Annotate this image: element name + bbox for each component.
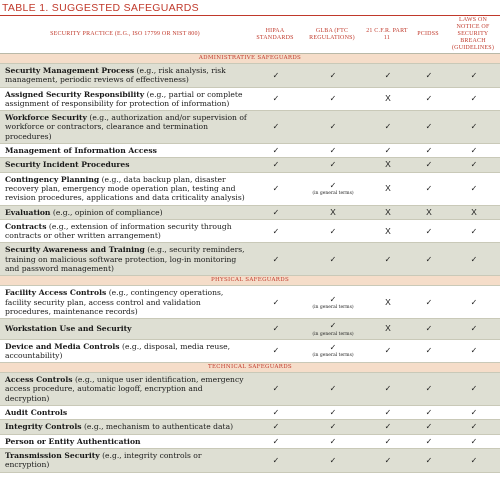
table-row	[0, 64, 500, 88]
mark-cell-breach-laws	[446, 406, 500, 420]
mark-cell-glba	[300, 319, 364, 339]
check-mark-icon: ✓	[272, 384, 280, 394]
practice-name: Security Incident Procedures	[5, 160, 130, 170]
mark-cell-pcidss	[410, 144, 446, 158]
practice-name: Workforce Security	[5, 113, 87, 123]
table-row	[0, 373, 500, 406]
practice-name: Access Controls	[5, 375, 73, 385]
check-mark-icon: ✓	[425, 94, 433, 104]
check-mark-icon: ✓	[329, 122, 337, 132]
x-mark-icon: X	[385, 206, 391, 217]
practice-name: Management of Information Access	[5, 146, 157, 156]
table-row	[0, 339, 500, 363]
mark-cell-cfr	[364, 319, 410, 339]
mark-cell-hipaa	[250, 111, 300, 144]
check-mark-icon: ✓	[470, 122, 478, 132]
safeguards-table	[0, 16, 500, 473]
check-mark-icon: ✓	[425, 70, 433, 80]
mark-cell-hipaa	[250, 420, 300, 434]
check-mark-icon: ✓	[384, 384, 392, 394]
check-mark-icon: ✓	[470, 226, 478, 236]
mark-cell-breach-laws	[446, 373, 500, 406]
mark-cell-glba	[300, 158, 364, 172]
mark-cell-hipaa	[250, 64, 300, 88]
mark-cell-glba	[300, 286, 364, 319]
check-mark-icon: ✓	[329, 226, 337, 236]
table-row	[0, 448, 500, 472]
mark-cell-cfr	[364, 373, 410, 406]
practice-detail: (e.g., risk analysis, risk management, periodic reviews of effectiveness)	[5, 66, 226, 85]
check-mark-icon: ✓	[272, 226, 280, 236]
mark-cell-pcidss	[410, 286, 446, 319]
mark-cell-cfr	[364, 406, 410, 420]
check-mark-icon: ✓	[425, 183, 433, 193]
table-row	[0, 406, 500, 420]
practice-name: Audit Controls	[5, 408, 68, 418]
check-mark-icon: ✓	[272, 324, 280, 334]
check-mark-icon: ✓	[272, 254, 280, 264]
mark-cell-hipaa	[250, 406, 300, 420]
mark-cell-cfr	[364, 448, 410, 472]
practice-detail: (e.g., integrity controls or encryption)	[5, 450, 202, 470]
check-mark-icon: ✓	[425, 146, 433, 156]
check-mark-icon: ✓	[470, 422, 478, 432]
check-mark-icon: ✓	[470, 324, 478, 334]
mark-cell-breach-laws	[446, 286, 500, 319]
check-mark-icon: ✓	[329, 294, 337, 304]
check-mark-icon: ✓	[329, 254, 337, 264]
mark-cell-breach-laws	[446, 243, 500, 276]
check-mark-icon: ✓	[425, 324, 433, 334]
mark-cell-hipaa	[250, 158, 300, 172]
check-mark-icon: ✓	[384, 70, 392, 80]
table-row	[0, 243, 500, 276]
security-practice-cell	[0, 339, 250, 363]
table-row	[0, 219, 500, 243]
check-mark-icon: ✓	[470, 183, 478, 193]
mark-cell-breach-laws	[446, 448, 500, 472]
check-mark-icon: ✓	[272, 207, 280, 217]
mark-cell-hipaa	[250, 448, 300, 472]
mark-cell-pcidss	[410, 406, 446, 420]
practice-detail: (e.g., opinion of compliance)	[50, 207, 163, 217]
section-label: PHYSICAL SAFEGUARDS	[0, 276, 500, 286]
check-mark-icon: ✓	[329, 455, 337, 465]
check-mark-icon: ✓	[329, 384, 337, 394]
general-terms-note: (in general terms)	[312, 353, 354, 359]
x-mark-icon: X	[471, 206, 477, 217]
check-mark-icon: ✓	[329, 436, 337, 446]
security-practice-cell	[0, 434, 250, 448]
mark-cell-pcidss	[410, 111, 446, 144]
mark-cell-cfr	[364, 64, 410, 88]
check-mark-icon: ✓	[384, 146, 392, 156]
security-practice-cell	[0, 158, 250, 172]
security-practice-cell	[0, 219, 250, 243]
check-mark-icon: ✓	[425, 226, 433, 236]
mark-cell-hipaa	[250, 172, 300, 205]
practice-detail: (e.g., extension of information security through contracts or other written arrangement)	[5, 221, 232, 241]
practice-name: Integrity Controls	[5, 422, 82, 432]
mark-cell-pcidss	[410, 205, 446, 219]
mark-cell-cfr	[364, 286, 410, 319]
practice-name: Workstation Use and Security	[5, 324, 132, 334]
check-mark-icon: ✓	[272, 408, 280, 418]
mark-cell-glba	[300, 205, 364, 219]
section-label: ADMINISTRATIVE SAFEGUARDS	[0, 54, 500, 64]
mark-cell-glba	[300, 448, 364, 472]
check-mark-icon: ✓	[329, 343, 337, 353]
mark-cell-glba	[300, 243, 364, 276]
practice-detail: (e.g., mechanism to authenticate data)	[81, 422, 234, 432]
mark-cell-pcidss	[410, 64, 446, 88]
security-practice-cell	[0, 286, 250, 319]
practice-name: Contracts	[5, 221, 47, 231]
check-mark-icon: ✓	[329, 94, 337, 104]
security-practice-cell	[0, 420, 250, 434]
check-mark-icon: ✓	[425, 346, 433, 356]
table-row	[0, 205, 500, 219]
header-glba: GLBA (FTC REGULATIONS)	[300, 16, 364, 54]
check-mark-icon: ✓	[470, 254, 478, 264]
mark-cell-glba	[300, 219, 364, 243]
section-header	[0, 54, 500, 64]
mark-cell-breach-laws	[446, 219, 500, 243]
check-mark-icon: ✓	[425, 408, 433, 418]
table-title-text: TABLE 1. SUGGESTED SAFEGUARDS	[2, 2, 199, 14]
check-mark-icon: ✓	[272, 70, 280, 80]
mark-cell-hipaa	[250, 243, 300, 276]
check-mark-icon: ✓	[272, 455, 280, 465]
check-mark-icon: ✓	[425, 455, 433, 465]
check-mark-icon: ✓	[470, 384, 478, 394]
check-mark-icon: ✓	[272, 422, 280, 432]
x-mark-icon: X	[385, 225, 391, 236]
general-terms-note: (in general terms)	[312, 331, 354, 337]
security-practice-cell	[0, 205, 250, 219]
mark-cell-hipaa	[250, 144, 300, 158]
x-mark-icon: X	[385, 182, 391, 193]
table-row	[0, 420, 500, 434]
mark-cell-pcidss	[410, 87, 446, 111]
mark-cell-glba	[300, 339, 364, 363]
check-mark-icon: ✓	[425, 422, 433, 432]
mark-cell-hipaa	[250, 87, 300, 111]
mark-cell-glba	[300, 406, 364, 420]
security-practice-cell	[0, 448, 250, 472]
check-mark-icon: ✓	[272, 436, 280, 446]
security-practice-cell	[0, 111, 250, 144]
check-mark-icon: ✓	[329, 180, 337, 190]
mark-cell-pcidss	[410, 172, 446, 205]
check-mark-icon: ✓	[329, 422, 337, 432]
check-mark-icon: ✓	[272, 122, 280, 132]
check-mark-icon: ✓	[425, 122, 433, 132]
check-mark-icon: ✓	[384, 254, 392, 264]
mark-cell-hipaa	[250, 205, 300, 219]
practice-name: Contingency Planning	[5, 174, 100, 184]
security-practice-cell	[0, 64, 250, 88]
security-practice-cell	[0, 87, 250, 111]
practice-detail: (e.g., data backup plan, disaster recovery plan, emergency mode operation plan, testing and revision procedures, applications and data criticality analysis)	[5, 174, 245, 203]
check-mark-icon: ✓	[384, 455, 392, 465]
practice-detail: (e.g., authorization and/or supervision of workforce or contractors, clearance and termination procedures)	[5, 113, 247, 141]
security-practice-cell	[0, 144, 250, 158]
check-mark-icon: ✓	[425, 297, 433, 307]
check-mark-icon: ✓	[470, 297, 478, 307]
check-mark-icon: ✓	[384, 346, 392, 356]
mark-cell-breach-laws	[446, 205, 500, 219]
check-mark-icon: ✓	[384, 408, 392, 418]
table-row	[0, 172, 500, 205]
header-security-practice: SECURITY PRACTICE (E.G., ISO 17799 OR NIST 800)	[0, 16, 250, 54]
check-mark-icon: ✓	[272, 160, 280, 170]
table-row	[0, 158, 500, 172]
practice-name: Security Awareness and Training	[5, 245, 145, 255]
mark-cell-glba	[300, 172, 364, 205]
mark-cell-breach-laws	[446, 144, 500, 158]
mark-cell-pcidss	[410, 339, 446, 363]
mark-cell-breach-laws	[446, 111, 500, 144]
table-title	[0, 0, 500, 16]
security-practice-cell	[0, 172, 250, 205]
mark-cell-breach-laws	[446, 434, 500, 448]
mark-cell-breach-laws	[446, 172, 500, 205]
header-hipaa: HIPAA STANDARDS	[250, 16, 300, 54]
practice-name: Facility Access Controls	[5, 288, 107, 298]
mark-cell-breach-laws	[446, 158, 500, 172]
table-row	[0, 319, 500, 339]
mark-cell-cfr	[364, 205, 410, 219]
mark-cell-glba	[300, 420, 364, 434]
security-practice-cell	[0, 319, 250, 339]
practice-detail: (e.g., disposal, media reuse, accountability)	[5, 341, 231, 360]
mark-cell-cfr	[364, 111, 410, 144]
mark-cell-cfr	[364, 144, 410, 158]
check-mark-icon: ✓	[272, 346, 280, 356]
mark-cell-glba	[300, 87, 364, 111]
mark-cell-hipaa	[250, 286, 300, 319]
mark-cell-breach-laws	[446, 420, 500, 434]
table-row	[0, 87, 500, 111]
x-mark-icon: X	[385, 296, 391, 307]
general-terms-note: (in general terms)	[312, 304, 354, 310]
x-mark-icon: X	[385, 159, 391, 170]
security-practice-cell	[0, 243, 250, 276]
table-header	[0, 16, 500, 54]
check-mark-icon: ✓	[470, 94, 478, 104]
check-mark-icon: ✓	[329, 321, 337, 331]
check-mark-icon: ✓	[425, 384, 433, 394]
mark-cell-glba	[300, 373, 364, 406]
section-header	[0, 276, 500, 286]
general-terms-note: (in general terms)	[312, 191, 354, 197]
practice-name: Security Management Process	[5, 66, 135, 75]
check-mark-icon: ✓	[470, 346, 478, 356]
mark-cell-breach-laws	[446, 319, 500, 339]
table-row	[0, 144, 500, 158]
check-mark-icon: ✓	[470, 436, 478, 446]
mark-cell-pcidss	[410, 219, 446, 243]
table-body	[0, 54, 500, 473]
practice-detail: (e.g., security reminders, training on malicious software protection, log-in monitoring and password management)	[5, 245, 245, 274]
check-mark-icon: ✓	[470, 408, 478, 418]
mark-cell-hipaa	[250, 434, 300, 448]
check-mark-icon: ✓	[272, 94, 280, 104]
security-practice-cell	[0, 406, 250, 420]
check-mark-icon: ✓	[384, 122, 392, 132]
practice-name: Person or Entity Authentication	[5, 436, 141, 446]
mark-cell-glba	[300, 111, 364, 144]
check-mark-icon: ✓	[329, 160, 337, 170]
mark-cell-pcidss	[410, 448, 446, 472]
x-mark-icon: X	[385, 323, 391, 334]
mark-cell-breach-laws	[446, 64, 500, 88]
mark-cell-pcidss	[410, 319, 446, 339]
practice-detail: (e.g., unique user identification, emergency access procedure, automatic logoff, encryption and decryption)	[5, 375, 244, 403]
check-mark-icon: ✓	[470, 455, 478, 465]
table-row	[0, 286, 500, 319]
practice-detail: (e.g., partial or complete assignment of responsibility for protection of information)	[5, 89, 243, 108]
practice-detail: (e.g., contingency operations, facility security plan, access control and validation procedures, maintenance records)	[5, 288, 224, 316]
section-label: TECHNICAL SAFEGUARDS	[0, 363, 500, 373]
mark-cell-cfr	[364, 420, 410, 434]
header-cfr: 21 C.F.R. PART 11	[364, 16, 410, 54]
x-mark-icon: X	[330, 206, 336, 217]
mark-cell-glba	[300, 144, 364, 158]
mark-cell-breach-laws	[446, 87, 500, 111]
mark-cell-pcidss	[410, 373, 446, 406]
header-breach-laws: LAWS ON NOTICE OF SECURITY BREACH (GUIDELINES)	[446, 16, 500, 54]
section-header	[0, 363, 500, 373]
table-row	[0, 111, 500, 144]
check-mark-icon: ✓	[425, 436, 433, 446]
mark-cell-hipaa	[250, 219, 300, 243]
check-mark-icon: ✓	[425, 254, 433, 264]
check-mark-icon: ✓	[470, 70, 478, 80]
practice-name: Assigned Security Responsibility	[5, 89, 145, 99]
mark-cell-glba	[300, 64, 364, 88]
mark-cell-pcidss	[410, 420, 446, 434]
check-mark-icon: ✓	[470, 160, 478, 170]
check-mark-icon: ✓	[384, 422, 392, 432]
check-mark-icon: ✓	[272, 146, 280, 156]
practice-name: Transmission Security	[5, 450, 100, 460]
x-mark-icon: X	[426, 206, 432, 217]
check-mark-icon: ✓	[329, 408, 337, 418]
security-practice-cell	[0, 373, 250, 406]
mark-cell-hipaa	[250, 339, 300, 363]
mark-cell-breach-laws	[446, 339, 500, 363]
header-pcidss: PCIDSS	[410, 16, 446, 54]
check-mark-icon: ✓	[272, 183, 280, 193]
check-mark-icon: ✓	[384, 436, 392, 446]
mark-cell-pcidss	[410, 243, 446, 276]
check-mark-icon: ✓	[329, 146, 337, 156]
practice-name: Evaluation	[5, 207, 51, 217]
mark-cell-cfr	[364, 434, 410, 448]
x-mark-icon: X	[385, 93, 391, 104]
check-mark-icon: ✓	[272, 297, 280, 307]
mark-cell-pcidss	[410, 434, 446, 448]
table-row	[0, 434, 500, 448]
check-mark-icon: ✓	[425, 160, 433, 170]
practice-name: Device and Media Controls	[5, 341, 120, 351]
mark-cell-cfr	[364, 339, 410, 363]
check-mark-icon: ✓	[470, 146, 478, 156]
mark-cell-glba	[300, 434, 364, 448]
mark-cell-cfr	[364, 243, 410, 276]
mark-cell-cfr	[364, 172, 410, 205]
mark-cell-hipaa	[250, 319, 300, 339]
mark-cell-cfr	[364, 219, 410, 243]
check-mark-icon: ✓	[329, 70, 337, 80]
mark-cell-pcidss	[410, 158, 446, 172]
mark-cell-cfr	[364, 158, 410, 172]
mark-cell-hipaa	[250, 373, 300, 406]
mark-cell-cfr	[364, 87, 410, 111]
